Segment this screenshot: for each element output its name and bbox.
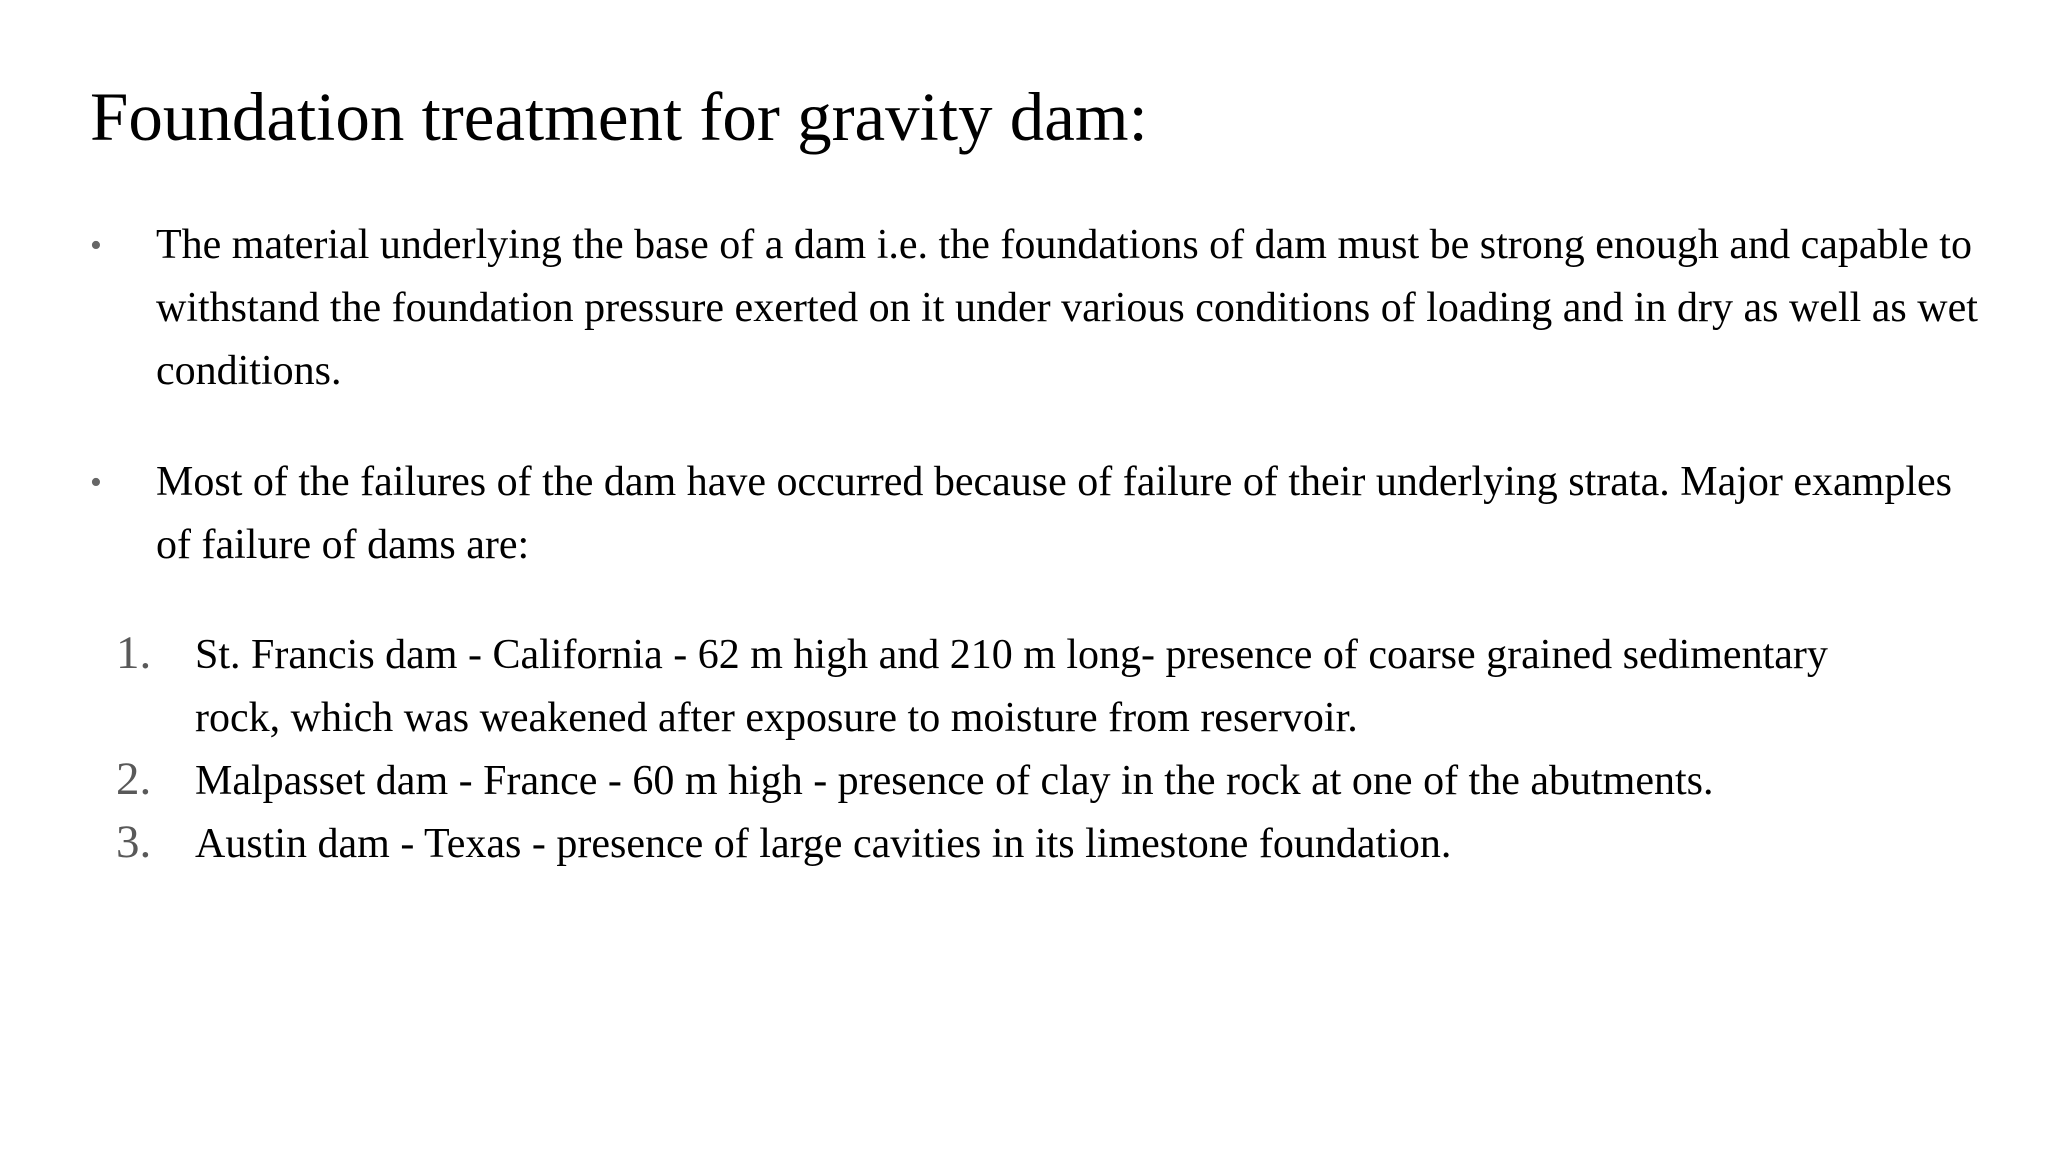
numbered-list — [100, 624, 1900, 876]
numbered-text: Malpasset dam - France - 60 m high - presence of clay in the rock at one of the abutments. — [195, 758, 1714, 804]
slide-title: Foundation treatment for gravity dam: — [90, 79, 1148, 155]
bullet-item — [90, 451, 1990, 577]
number-marker: 2. — [116, 753, 152, 805]
number-marker: 3. — [116, 816, 152, 868]
number-marker: 1. — [116, 627, 152, 679]
bullet-item — [90, 214, 1990, 403]
numbered-text: Austin dam - Texas - presence of large cavities in its limestone foundation. — [195, 821, 1452, 867]
numbered-item — [100, 813, 1900, 876]
bullet-text: Most of the failures of the dam have occurred because of failure of their underlying strata. Major examples of failure of dams are: — [156, 459, 1952, 568]
bullet-marker: • — [90, 464, 102, 501]
bullet-list — [90, 214, 1990, 577]
bullet-text: The material underlying the base of a dam i.e. the foundations of dam must be strong enough and capable to withstand the foundation pressure exerted on it under various conditions of loading and in dry as well as wet conditions. — [156, 222, 1978, 394]
numbered-text: St. Francis dam - California - 62 m high and 210 m long- presence of coarse grained sedimentary rock, which was weakened after exposure to moisture from reservoir. — [195, 632, 1828, 741]
numbered-item — [100, 624, 1900, 750]
numbered-item — [100, 750, 1900, 813]
bullet-marker: • — [90, 227, 102, 264]
